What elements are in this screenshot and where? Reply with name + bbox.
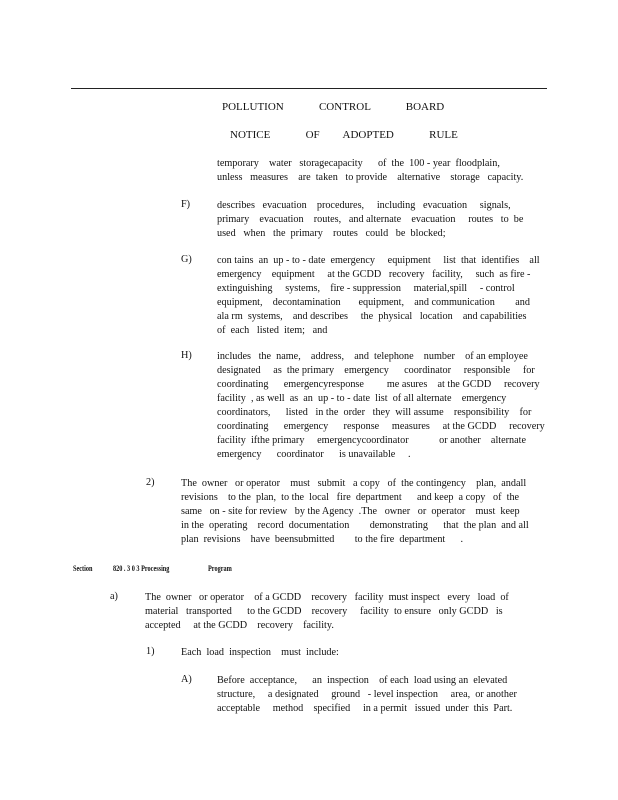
item-2-line: The owner or operator must submit a copy of the contingency plan, andall	[181, 478, 527, 489]
item-a-line: material transported to the GCDD recovery facility to ensure only GCDD is	[145, 606, 503, 617]
item-A-line: structure, a designated ground - level inspection area, or another	[217, 689, 517, 700]
item-g-line: emergency equipment at the GCDD recovery facility, such as fire -	[217, 269, 531, 280]
item-A-line: Before acceptance, an inspection of each load using an elevated	[217, 675, 508, 686]
item-h-line: coordinating emergencyresponse me asures at the GCDD recovery	[217, 379, 540, 390]
section-title: Program	[208, 564, 232, 573]
item-g-line: con tains an up - to - date emergency equipment list that identifies all	[217, 255, 540, 266]
item-g-line: of each listed item; and	[217, 325, 328, 336]
item-1-text: Each load inspection must include:	[181, 647, 339, 658]
item-2-label: 2)	[146, 477, 155, 488]
item-h-line: designated as the primary emergency coordinator responsible for	[217, 365, 535, 376]
continuation-line: unless measures are taken to provide alternative storage capacity.	[217, 172, 524, 183]
section-label: Section	[73, 564, 93, 573]
item-2-line: revisions to the plan, to the local fire department and keep a copy of the	[181, 492, 520, 503]
item-a-line: The owner or operator of a GCDD recovery facility must inspect every load of	[145, 592, 509, 603]
section-number: 820 . 3 0 3 Processing	[113, 564, 170, 573]
item-h-line: coordinators, listed in the order they will assume responsibility for	[217, 407, 532, 418]
item-g-label: G)	[181, 254, 192, 265]
item-a-line: accepted at the GCDD recovery facility.	[145, 620, 334, 631]
continuation-line: temporary water storagecapacity of the 100 - year floodplain,	[217, 158, 500, 169]
notice-heading: NOTICE OF ADOPTED RULE	[230, 129, 458, 141]
item-g-line: extinguishing systems, fire - suppression material,spill - control	[217, 283, 515, 294]
header-rule	[71, 88, 547, 89]
item-g-line: equipment, decontamination equipment, and communication and	[217, 297, 530, 308]
item-a-label: a)	[110, 591, 118, 602]
item-f-line: primary evacuation routes, and alternate evacuation routes to be	[217, 214, 524, 225]
item-h-line: facility ifthe primary emergencycoordinator or another alternate	[217, 435, 526, 446]
item-1-label: 1)	[146, 646, 155, 657]
item-h-label: H)	[181, 350, 192, 361]
item-A-label: A)	[181, 674, 192, 685]
item-f-line: describes evacuation procedures, including evacuation signals,	[217, 200, 511, 211]
item-A-line: acceptable method specified in a permit issued under this Part.	[217, 703, 513, 714]
item-h-line: includes the name, address, and telephone number of an employee	[217, 351, 528, 362]
item-h-line: coordinating emergency response measures at the GCDD recovery	[217, 421, 545, 432]
item-f-line: used when the primary routes could be blocked;	[217, 228, 446, 239]
agency-heading: POLLUTION CONTROL BOARD	[222, 101, 445, 113]
item-f-label: F)	[181, 199, 191, 210]
item-2-line: plan revisions have beensubmitted to the fire department .	[181, 534, 464, 545]
item-h-line: facility , as well as an up - to - date list of all alternate emergency	[217, 393, 507, 404]
item-2-line: in the operating record documentation demonstrating that the plan and all	[181, 520, 529, 531]
item-h-line: emergency coordinator is unavailable .	[217, 449, 411, 460]
item-2-line: same on - site for review by the Agency .The owner or operator must keep	[181, 506, 520, 517]
item-g-line: ala rm systems, and describes the physical location and capabilities	[217, 311, 527, 322]
